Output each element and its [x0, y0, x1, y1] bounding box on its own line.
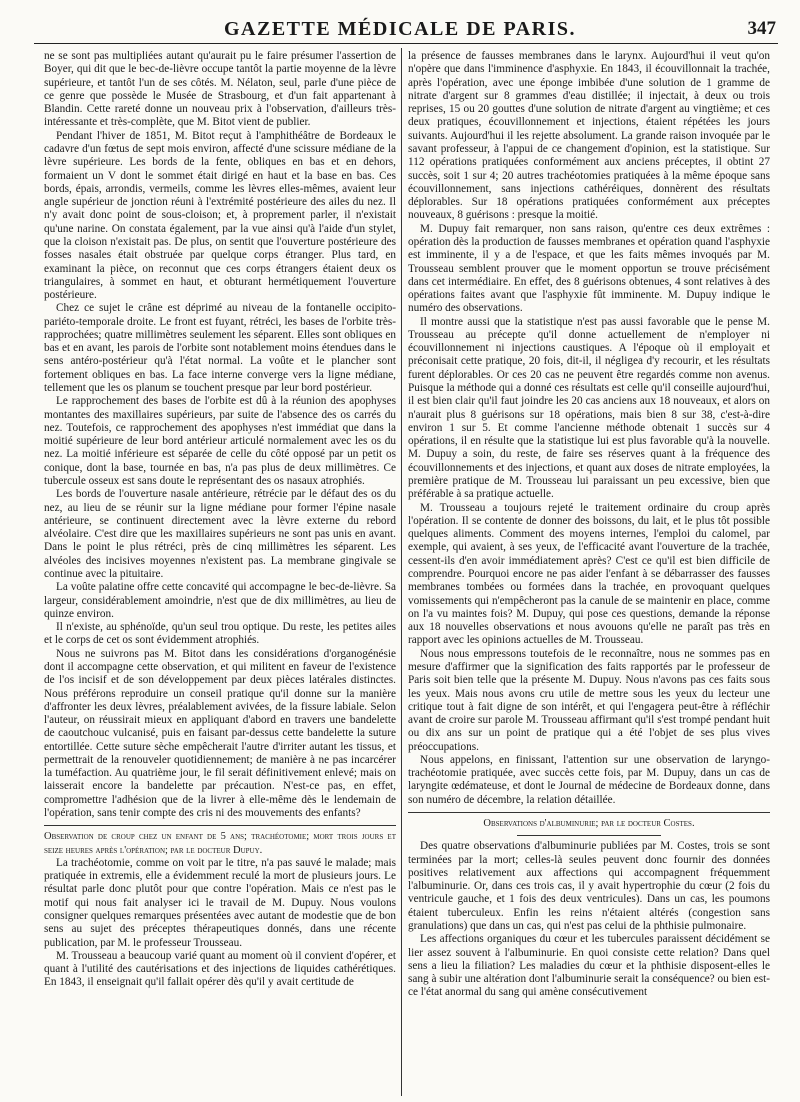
left-column	[44, 50, 396, 1096]
section-rule	[517, 835, 662, 836]
paragraph: M. Dupuy fait remarquer, non sans raison, qu'entre ces deux extrêmes : opération dès la production de fausses membranes et opération quand l'asphyxie est imminente, il y a de l'espace, et que les faits mêmes invoqués par M. Trousseau semblent prouver que le moment opportun se trouve précisément dans cet intermédiaire. En effet, des 8 guérisons obtenues, 4 sont relatives à des opérations faites avant que l'asphyxie fût imminente. M. Dupuy indique le numéro des observations.	[408, 222, 770, 315]
paragraph: La trachéotomie, comme on voit par le titre, n'a pas sauvé le malade; mais pratiquée in extremis, elle a évidemment reculé la mort de plusieurs jours. Le résultat parle donc plutôt pour que contre l'opération. Mais ce n'est pas le motif qui nous fait analyser ici le travail de M. Dupuy. Nous voulons consigner quelques remarques présentées avec autant de modestie que de bon sens au sujet des préceptes thérapeutiques donnés, dans une récente publication, par M. le professeur Trousseau.	[44, 856, 396, 949]
paragraph: La voûte palatine offre cette concavité qui accompagne le bec-de-lièvre. Sa largeur, considérablement amoindrie, n'est que de dix millimètres, au lieu de quinze environ.	[44, 581, 396, 620]
paragraph: Les affections organiques du cœur et les tubercules paraissent décidément se lier assez souvent à l'albuminurie. En quoi consiste cette relation? Dans quel sens a lieu la filiation? Les maladies du cœur et la phthisie disposent-elles le sang à subir une altération dont l'albuminurie serait la conséquence? ou bien est-ce l'état anormal du sang qui amène consécutivement	[408, 933, 770, 999]
paragraph: la présence de fausses membranes dans le larynx. Aujourd'hui il veut qu'on n'opère que dans l'imminence d'asphyxie. En 1843, il écouvillonnait la trachée, après l'opération, avec une éponge imbibée d'une solution de 1 gramme de nitrate d'argent sur 8 grammes d'eau distillée; il injectait, à deux ou trois reprises, 15 ou 20 gouttes d'une solution de nitrate d'argent au vingtième; et ces deux pratiques, écouvillonnement et injections, étaient répétées les jours suivants. Aujourd'hui il les rejette absolument. La grande raison invoquée par le savant professeur, à l'appui de ce changement d'opinion, est la statistique. Sur 112 opérations pratiquées conformément aux anciens préceptes, il obtint 27 succès, soit 1 sur 4; 20 autres trachéotomies pratiquées à la même époque sans écouvillonnement, sans injections cathéréiques, donnèrent des résultats déplorables. Sur 18 opérations pratiquées conformément aux préceptes nouveaux, 8 guérisons : presque la moitié.	[408, 50, 770, 222]
header-rule	[34, 43, 778, 44]
paragraph: Le rapprochement des bases de l'orbite est dû à la réunion des apophyses montantes des maxillaires supérieurs, par suite de l'absence des os carrés du nez. Toutefois, ce rapprochement des apophyses n'est immédiat que dans la moitié supérieure de leur bord antérieur articulé normalement avec les os du nez. La moitié inférieure est séparée de celle du côté opposé par un petit os conique, dont la base, tournée en bas, n'a pas plus de deux millimètres. Ce tubercule osseux est sans doute le représentant des os nasaux atrophiés.	[44, 395, 396, 487]
column-separator	[401, 48, 402, 1096]
paragraph: M. Trousseau a toujours rejeté le traitement ordinaire du croup après l'opération. Il se contente de donner des boissons, du lait, et le plus tôt possible quelques aliments. Comment des moyens internes, l'emploi du calomel, par exemple, qui avaient, à ses yeux, de l'efficacité avant l'ouverture de la trachée, cessent-ils d'en avoir immédiatement après? C'est ce qu'il est bien difficile de comprendre. Pourquoi encore ne pas aider l'enfant à se débarrasser des fausses membranes tombées ou formées dans la trachée, en provoquant quelques vomissements qui n'empêcheront pas la canule de se maintenir en place, comme on l'a vu maintes fois? M. Dupuy, qui pose ces questions, demande la réponse aux 18 nouvelles observations et nous avouons qu'elle ne paraît pas très en rapport avec les opinions actuelles de M. Trousseau.	[408, 501, 770, 647]
paragraph: Les bords de l'ouverture nasale antérieure, rétrécie par le défaut des os du nez, au lieu de se réunir sur la ligne médiane pour former l'épine nasale antérieure, se continuent directement avec la lèvre externe du rebord alvéolaire. C'est dire que les maxillaires supérieurs ne sont pas unis en avant. Dans le point le plus rétréci, près de cinq millimètres les séparent. Les alvéoles des incisives moyennes n'existent pas. La membrane gingivale se continue avec la pituitaire.	[44, 488, 396, 580]
paragraph: Nous ne suivrons pas M. Bitot dans les considérations d'organogénésie dont il accompagne cette observation, et qui militent en faveur de l'existence de l'os incisif et de son développement par deux pièces latérales distinctes. Nous préférons reproduire un conseil pratique qu'il donne sur la manière d'affronter les deux lèvres, préalablement avivées, de la fissure labiale. Selon l'auteur, on réussirait mieux en appliquant d'abord en travers une bandelette de caoutchouc vulcanisé, puis en faisant par-dessus cette bandelette la suture entortillée. Cette suture sèche empêcherait l'autre d'irriter autant les tissus, et permettrait de la renouveler quotidiennement; de manière à ne pas incarcérer la tuméfaction. Au quatrième jour, le fil serait définitivement enlevé; mais on laisserait encore la bandelette par précaution. N'est-ce pas, en effet, compromettre l'adhésion que de la livrer à elle-même dès le lendemain de l'opération, sans tenir compte des cris ni des mouvements des enfants?	[44, 647, 396, 820]
right-column	[408, 50, 770, 1096]
page-number: 347	[747, 18, 776, 39]
section-heading: Observations d'albuminurie; par le docteur Costes.	[483, 818, 695, 830]
paragraph: ne se sont pas multipliées autant qu'aurait pu le faire présumer l'assertion de Boyer, qui dit que le bec-de-lièvre occupe tantôt la partie moyenne de la lèvre supérieure, et tantôt l'un de ses côtés. M. Nélaton, seul, parle d'une pièce de ce genre que possède le Musée de Strasbourg, et d'un fait appartenant à Blandin. Cette rareté donne un nouveau prix à l'observation, d'ailleurs très-intéressante et très-complète, que M. Bitot vient de publier.	[44, 50, 396, 129]
section-rule	[44, 825, 396, 826]
paragraph: Nous nous empressons toutefois de le reconnaître, nous ne sommes pas en mesure d'affirmer que la signification des faits rapportés par le professeur de Paris soit bien telle que la présente M. Dupuy. Nous n'avons pas ces faits sous les yeux. Mais nous avons cru utile de mettre sous les yeux du lecteur une critique tout à fait digne de son intérêt, et qui l'engagera peut-être à réfléchir avant de croire sur parole M. Trousseau affirmant qu'il s'est trompé pendant huit ou dix ans sur un point de pratique qui a été l'objet de ses plus vives préoccupations.	[408, 647, 770, 753]
paragraph: M. Trousseau a beaucoup varié quant au moment où il convient d'opérer, et quant à l'utilité des cautérisations et des injections de liquides cathérétiques. En 1843, il enseignait qu'il fallait opérer dès qu'il y avait certitude de	[44, 949, 396, 989]
page-header	[0, 0, 800, 40]
paragraph: Nous appelons, en finissant, l'attention sur une observation de laryngo-trachéotomie pratiquée, avec succès cette fois, par M. Dupuy, dans un cas de laryngite œdémateuse, et dont le Journal de médecine de Bordeaux donne, dans son numéro de décembre, la relation détaillée.	[408, 753, 770, 806]
paragraph: Des quatre observations d'albuminurie publiées par M. Costes, trois se sont terminées par la mort; celles-là seules peuvent donc fournir des données positives relativement aux affections qui accompagnent fréquemment l'albuminurie. Or, dans ces trois cas, il y avait hypertrophie du cœur (2 fois du ventricule gauche, et 1 fois des deux ventricules). Dans un cas, les poumons étaient tuberculeux. Enfin les reins n'étaient altérés (congestion sans granulations) que dans un cas, qui n'est pas celui de la phthisie pulmonaire.	[408, 840, 770, 932]
section-rule	[408, 812, 770, 813]
paragraph: Il n'existe, au sphénoïde, qu'un seul trou optique. Du reste, les petites ailes et le corps de cet os sont évidemment atrophiés.	[44, 621, 396, 647]
journal-title: GAZETTE MÉDICALE DE PARIS.	[223, 18, 577, 40]
paragraph: Pendant l'hiver de 1851, M. Bitot reçut à l'amphithéâtre de Bordeaux le cadavre d'un fœtus de sept mois environ, affecté d'une scissure médiane de la lèvre supérieure. Les bords de la fente, obliques en bas et en dehors, formaient un V dont le sommet était dirigé en haut et la base en bas. Ces bords, épais, arrondis, vermeils, comme les lèvres elles-mêmes, avaient leur angle supérieur de jonction réuni à l'extrémité postérieure des ailes du nez. Il n'y avait donc point de sous-cloison; et, à proprement parler, il n'existait qu'une narine. On constata également, par la vue ainsi qu'à l'aide d'un stylet, que la cloison n'existait pas. De plus, on sentit que l'ouverture postérieure des fosses nasales était obstruée par quelque corps étranger. Plus tard, en examinant la pièce, on reconnut que ces corps étrangers étaient deux os triangulaires, à sommet en haut, et obturant hermétiquement l'ouverture postérieure.	[44, 129, 396, 302]
paragraph: Chez ce sujet le crâne est déprimé au niveau de la fontanelle occipito-pariéto-temporale droite. Le front est fuyant, rétréci, les bases de l'orbite très-rapprochées; quatre millimètres seulement les séparent. Elles sont obliques en bas et en avant, les parois de l'orbite sont notablement moins étendues dans le sens antéro-postérieur qu'à l'état normal. La voûte et le plancher sont fortement obliques en bas. La face interne converge vers la ligne médiane, tellement que les os planum se touchent presque par leur bord postérieur.	[44, 302, 396, 395]
paragraph: Il montre aussi que la statistique n'est pas aussi favorable que le pense M. Trousseau au précepte qu'il donne actuellement de n'employer ni écouvillonnement ni injections caustiques. A l'époque où il employait et préconisait cette pratique, 20 fois, dit-il, il négligea d'y recourir, et les résultats furent déplorables. Or ces 20 cas ne peuvent être regardés comme non avenus. Puisque la méthode qui a donné ces résultats est celle qu'il conseille aujourd'hui, il est bien clair qu'il faut joindre les 20 cas anciens aux 18 nouveaux, et alors on n'aurait plus 8 guérisons sur 18 opérations, mais bien 8 sur 38, c'est-à-dire environ 1 sur 5. Et comme l'ancienne méthode obtenait 1 succès sur 4 opérations, il en résulte que la statistique lui est plus favorable qu'à la nouvelle. M. Dupuy a soin, du reste, de faire ses réserves quant à la fréquence des écouvillonnements et des injections, et quant aux doses de nitrate employées, la première pratique de M. Trousseau lui paraissant un peu excessive, bien que préférable à sa pratique actuelle.	[408, 315, 770, 501]
section-heading: Observation de croup chez un enfant de 5 ans; trachéotomie; mort trois jours et seize heures après l'opération; par le docteur Dupuy.	[44, 831, 396, 856]
